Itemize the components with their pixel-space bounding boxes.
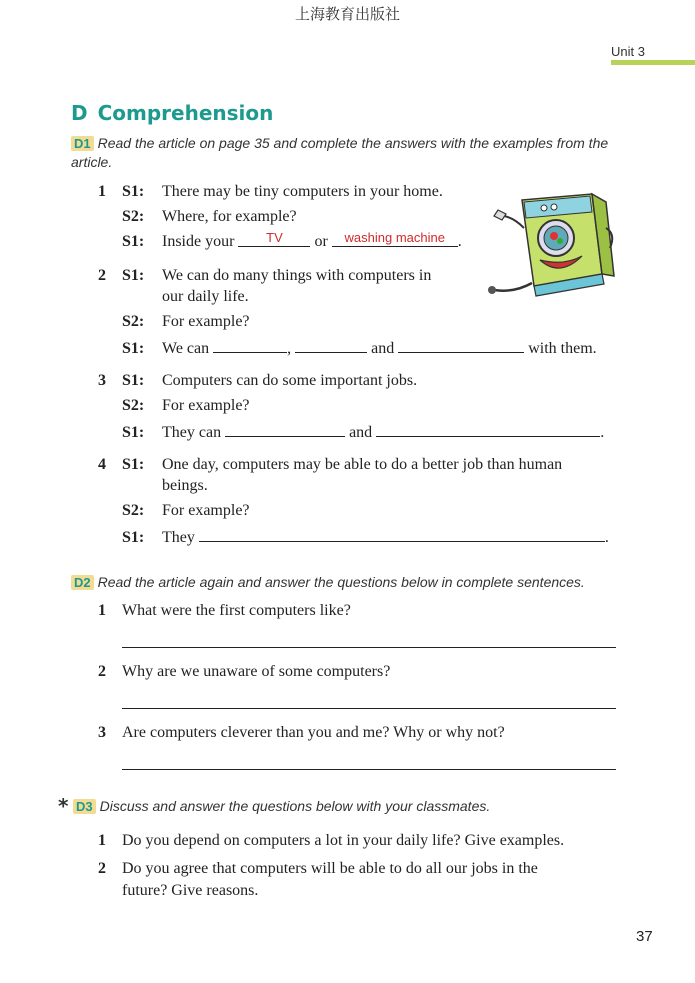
dialogue-text: For example? (162, 502, 250, 519)
speaker-label: S2: (122, 502, 145, 519)
item-number: 3 (98, 372, 106, 389)
answer-blank[interactable] (225, 422, 345, 437)
d1-item-3-line2 (122, 396, 250, 416)
d3-instruction (73, 797, 490, 816)
d1-item-4-line3 (122, 501, 250, 521)
dialogue-text: For example? (162, 397, 250, 414)
d1-item-1-line2 (122, 207, 297, 227)
d2-question-2 (98, 662, 390, 682)
question-number: 3 (98, 724, 106, 741)
d3-badge: D3 (73, 799, 96, 814)
dialogue-text: One day, computers may be able to do a better job than human (162, 456, 563, 473)
section-title-text: Comprehension (97, 101, 274, 125)
dialogue-text: and (349, 424, 373, 441)
d2-instruction-text: Read the article again and answer the questions below in complete sentences. (97, 574, 585, 590)
question-text: Are computers cleverer than you and me? Why or why not? (122, 724, 505, 741)
d2-question-3 (98, 723, 505, 743)
publisher-name: 上海教育出版社 (294, 5, 400, 23)
question-number: 1 (98, 602, 106, 619)
d1-item-2-line3 (122, 312, 250, 332)
d1-badge: D1 (71, 136, 94, 151)
speaker-label: S1: (122, 424, 145, 441)
d1-item-2-line4: S1: We can , and with them. (122, 340, 597, 357)
page-number: 37 (636, 928, 653, 945)
filled-answer: washing machine (344, 230, 445, 245)
d1-item-2-line1 (98, 266, 431, 286)
item-number: 2 (98, 267, 106, 284)
d2-question-1 (98, 601, 351, 621)
d1-item-3-line1 (98, 371, 417, 391)
answer-blank-1[interactable] (238, 232, 310, 247)
dialogue-text: There may be tiny computers in your home. (162, 183, 443, 200)
dialogue-text: We can do many things with computers in (162, 267, 432, 284)
dialogue-text: or (314, 233, 328, 250)
speaker-label: S1: (122, 456, 145, 473)
dialogue-text: For example? (162, 313, 250, 330)
speaker-label: S1: (122, 267, 145, 284)
d3-instruction-text: Discuss and answer the questions below with your classmates. (99, 798, 491, 814)
dialogue-text: with them. (528, 340, 597, 357)
speaker-label: S2: (122, 208, 145, 225)
d1-instruction (71, 134, 631, 172)
speaker-label: S2: (122, 397, 145, 414)
d1-item-2-line2: our daily life. (162, 288, 249, 305)
answer-blank[interactable] (398, 338, 524, 353)
speaker-label: S2: (122, 313, 145, 330)
d1-item-4-line4: S1: They . (122, 529, 609, 546)
d1-item-4-line1 (98, 455, 562, 475)
section-title (71, 101, 273, 125)
dialogue-text: Where, for example? (162, 208, 297, 225)
d1-item-4-line2: beings. (162, 477, 208, 494)
answer-line[interactable] (122, 768, 616, 770)
item-number: 4 (98, 456, 106, 473)
d3-question-1 (98, 831, 564, 851)
dialogue-text: Inside your (162, 233, 235, 250)
dialogue-text: They (162, 529, 195, 546)
unit-label: Unit 3 (611, 44, 645, 59)
speaker-label: S1: (122, 529, 145, 546)
filled-answer: TV (266, 230, 283, 245)
question-text: What were the first computers like? (122, 602, 351, 619)
star-mark: * (58, 794, 69, 818)
answer-line[interactable] (122, 646, 616, 648)
dialogue-text: They can (162, 424, 222, 441)
d1-item-1-line1 (98, 182, 443, 202)
answer-blank-2[interactable] (332, 232, 458, 247)
d1-instruction-line2: article. (71, 154, 113, 170)
d3-question-2-line2: future? Give reasons. (122, 882, 259, 899)
d1-item-3-line3: S1: They can and . (122, 424, 605, 441)
speaker-label: S1: (122, 372, 145, 389)
question-number: 2 (98, 860, 106, 877)
question-text: Why are we unaware of some computers? (122, 663, 391, 680)
dialogue-text: and (371, 340, 395, 357)
dialogue-text: Computers can do some important jobs. (162, 372, 418, 389)
d1-instruction-line1: Read the article on page 35 and complete the answers with the examples from the (97, 135, 609, 151)
speaker-label: S1: (122, 233, 145, 250)
answer-blank[interactable] (199, 527, 605, 542)
answer-blank[interactable] (376, 422, 600, 437)
speaker-label: S1: (122, 340, 145, 357)
washing-machine-illustration (484, 188, 620, 308)
d2-badge: D2 (71, 575, 94, 590)
d2-instruction (71, 573, 585, 592)
question-number: 1 (98, 832, 106, 849)
unit-bar (611, 60, 695, 65)
question-text: Do you agree that computers will be able to do all our jobs in the (122, 860, 538, 877)
item-number: 1 (98, 183, 106, 200)
speaker-label: S1: (122, 183, 145, 200)
question-text: Do you depend on computers a lot in your daily life? Give examples. (122, 832, 565, 849)
answer-blank[interactable] (213, 338, 287, 353)
answer-line[interactable] (122, 707, 616, 709)
dialogue-text: We can (162, 340, 210, 357)
d1-item-1-line3: S1: Inside your $^{TV}$ or $^{washing machine}$ . (122, 230, 462, 250)
question-number: 2 (98, 663, 106, 680)
answer-blank[interactable] (295, 338, 367, 353)
d3-question-2 (98, 859, 538, 879)
section-letter: D (71, 101, 88, 125)
